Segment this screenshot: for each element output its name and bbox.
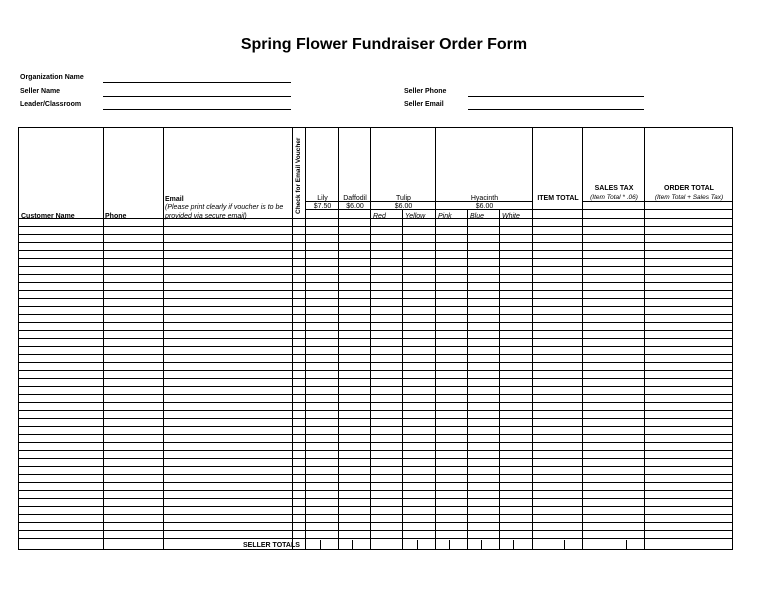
- table-row: [19, 290, 732, 291]
- table-row: [19, 450, 732, 451]
- totals-divider: [449, 540, 450, 549]
- table-row: [19, 354, 732, 355]
- hyacinth-white: White: [502, 213, 520, 220]
- totals-divider: [320, 540, 321, 549]
- totals-divider: [481, 540, 482, 549]
- seller-name-label: Seller Name: [20, 88, 61, 95]
- table-row: [19, 402, 732, 403]
- table-row: [19, 506, 732, 507]
- seller-phone-label: Seller Phone: [404, 88, 447, 95]
- table-row: [19, 418, 732, 419]
- table-row: [19, 442, 732, 443]
- seller-email-label: Seller Email: [404, 101, 444, 108]
- col-sales-tax: SALES TAX: [594, 185, 634, 192]
- table-row: [19, 322, 732, 323]
- totals-divider: [417, 540, 418, 549]
- leader-field[interactable]: [103, 109, 291, 110]
- hyacinth-price: $6.00: [475, 203, 494, 210]
- totals-divider: [564, 540, 565, 549]
- table-row: [19, 234, 732, 235]
- daffodil-price: $6.00: [346, 203, 364, 210]
- table-row: [19, 338, 732, 339]
- price-row-line: [305, 201, 532, 202]
- order-table: [18, 127, 733, 550]
- hyacinth-pink: Pink: [438, 213, 452, 220]
- table-row: [19, 394, 732, 395]
- col-customer-name: Customer Name: [21, 213, 75, 220]
- table-row: [19, 378, 732, 379]
- table-row: [19, 242, 732, 243]
- table-row: [19, 482, 732, 483]
- seller-phone-field[interactable]: [468, 96, 644, 97]
- table-row: [19, 386, 732, 387]
- table-row: [19, 306, 732, 307]
- hyacinth-blue: Blue: [470, 213, 485, 220]
- subheader-line: [305, 209, 732, 210]
- table-row: [19, 490, 732, 491]
- sales-tax-note: (Item Total * .06): [590, 194, 638, 201]
- header-bottom-line: [19, 218, 732, 219]
- col-email: Email: [165, 196, 184, 203]
- col-lily: Lily: [317, 195, 328, 202]
- col-email-note: (Please print clearly if voucher is to be: [165, 204, 284, 211]
- seller-totals-row: [305, 540, 733, 550]
- table-row: [19, 298, 732, 299]
- leader-label: Leader/Classroom: [20, 101, 82, 108]
- form-title: Spring Flower Fundraiser Order Form: [240, 36, 528, 53]
- table-row: [19, 538, 732, 539]
- table-row: [19, 362, 732, 363]
- table-row: [19, 498, 732, 499]
- seller-name-field[interactable]: [103, 96, 291, 97]
- col-item-total: ITEM TOTAL: [537, 195, 579, 202]
- table-row: [19, 226, 732, 227]
- col-email-note-2: provided via secure email): [165, 213, 247, 220]
- table-row: [19, 474, 732, 475]
- tulip-yellow: Yellow: [405, 213, 426, 220]
- table-row: [19, 458, 732, 459]
- table-row: [19, 434, 732, 435]
- table-row: [19, 266, 732, 267]
- table-row: [19, 522, 732, 523]
- table-row: [19, 250, 732, 251]
- table-row: [19, 466, 732, 467]
- table-row: [19, 514, 732, 515]
- col-tulip: Tulip: [396, 195, 411, 202]
- order-total-note: (Item Total + Sales Tax): [654, 194, 724, 201]
- tulip-price: $6.00: [394, 203, 413, 210]
- totals-divider: [626, 540, 627, 549]
- organization-label: Organization Name: [20, 74, 84, 81]
- table-row: [19, 346, 732, 347]
- totals-divider: [513, 540, 514, 549]
- tulip-red: Red: [373, 213, 386, 220]
- table-row: [19, 274, 732, 275]
- table-row: [19, 530, 732, 531]
- totals-divider: [352, 540, 353, 549]
- table-row: [19, 314, 732, 315]
- col-phone: Phone: [105, 213, 127, 220]
- col-order-total: ORDER TOTAL: [664, 185, 714, 192]
- col-daffodil: Daffodil: [343, 195, 367, 202]
- col-email-voucher: Check for Email Voucher: [295, 137, 302, 214]
- table-row: [19, 426, 732, 427]
- seller-email-field[interactable]: [468, 109, 644, 110]
- table-row: [19, 282, 732, 283]
- lily-price: $7.50: [313, 203, 332, 210]
- seller-totals-label: SELLER TOTALS: [243, 542, 300, 549]
- table-row: [19, 370, 732, 371]
- table-row: [19, 410, 732, 411]
- tax-header-line: [582, 201, 732, 202]
- col-hyacinth: Hyacinth: [470, 195, 499, 202]
- organization-field[interactable]: [103, 82, 291, 83]
- table-row: [19, 330, 732, 331]
- table-row: [19, 258, 732, 259]
